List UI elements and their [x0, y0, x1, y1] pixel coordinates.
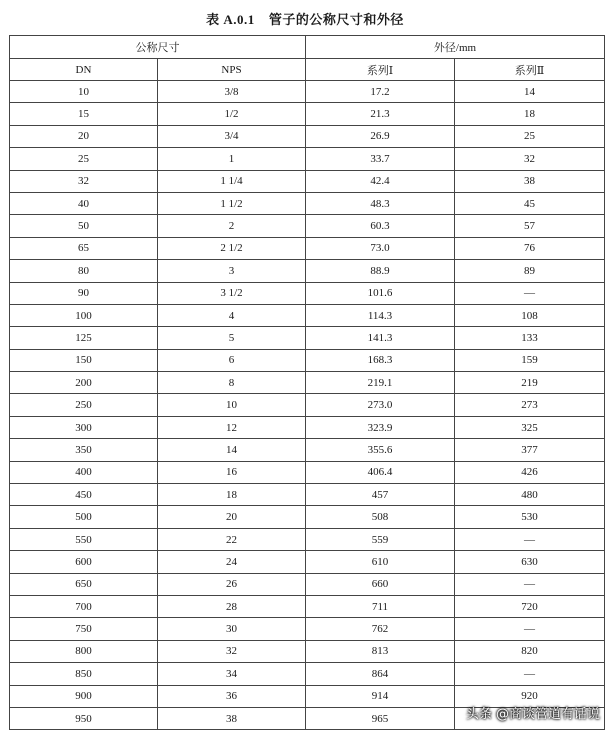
cell-dn: 25: [10, 148, 158, 170]
cell-series-1: 60.3: [306, 215, 455, 237]
table-row: [10, 439, 605, 461]
cell-series-2: —: [455, 573, 605, 595]
cell-nps: 1: [158, 148, 306, 170]
table-title: [0, 9, 610, 28]
cell-series-1: 355.6: [306, 439, 455, 461]
cell-dn: 150: [10, 349, 158, 371]
cell-dn: 750: [10, 618, 158, 640]
cell-nps: 8: [158, 372, 306, 394]
cell-dn: 65: [10, 237, 158, 259]
watermark: 头条 @商谈管道有话说: [465, 707, 600, 722]
table-row: [10, 282, 605, 304]
cell-series-2: 530: [455, 506, 605, 528]
column-header-nps: NPS: [158, 59, 306, 81]
cell-series-1: 508: [306, 506, 455, 528]
cell-nps: 1 1/4: [158, 170, 306, 192]
cell-nps: 36: [158, 685, 306, 707]
table-row: [10, 595, 605, 617]
cell-series-1: 559: [306, 528, 455, 550]
cell-nps: 3/4: [158, 125, 306, 147]
cell-dn: 700: [10, 595, 158, 617]
cell-dn: 850: [10, 663, 158, 685]
table-body: [10, 81, 605, 730]
cell-dn: 32: [10, 170, 158, 192]
cell-dn: 90: [10, 282, 158, 304]
cell-series-2: 108: [455, 304, 605, 326]
cell-nps: 14: [158, 439, 306, 461]
table-row: [10, 237, 605, 259]
cell-series-2: 630: [455, 551, 605, 573]
cell-series-2: 25: [455, 125, 605, 147]
cell-series-2: 377: [455, 439, 605, 461]
cell-series-2: 14: [455, 81, 605, 103]
table-row: [10, 260, 605, 282]
cell-dn: 100: [10, 304, 158, 326]
cell-nps: 2 1/2: [158, 237, 306, 259]
cell-dn: 400: [10, 461, 158, 483]
cell-series-2: 720: [455, 595, 605, 617]
cell-series-1: 88.9: [306, 260, 455, 282]
cell-series-2: 426: [455, 461, 605, 483]
cell-series-2: 325: [455, 416, 605, 438]
cell-series-1: 114.3: [306, 304, 455, 326]
cell-nps: 5: [158, 327, 306, 349]
column-header-series-2: 系列Ⅱ: [455, 59, 605, 81]
cell-series-1: 457: [306, 484, 455, 506]
cell-series-2: —: [455, 282, 605, 304]
group-header-outer-diameter: 外径/mm: [306, 36, 605, 59]
table-row: [10, 327, 605, 349]
cell-dn: 10: [10, 81, 158, 103]
table-row: [10, 640, 605, 662]
cell-series-1: 965: [306, 707, 455, 729]
cell-series-1: 101.6: [306, 282, 455, 304]
cell-series-1: 273.0: [306, 394, 455, 416]
cell-series-2: —: [455, 528, 605, 550]
table-row: [10, 528, 605, 550]
table-number: 表 A.0.1: [206, 12, 255, 27]
cell-nps: 3: [158, 260, 306, 282]
cell-dn: 950: [10, 707, 158, 729]
cell-dn: 50: [10, 215, 158, 237]
cell-nps: 30: [158, 618, 306, 640]
cell-nps: 10: [158, 394, 306, 416]
cell-series-2: 76: [455, 237, 605, 259]
table-row: [10, 394, 605, 416]
cell-series-1: 26.9: [306, 125, 455, 147]
table-row: [10, 125, 605, 147]
table-row: [10, 484, 605, 506]
column-header-row: [10, 59, 605, 81]
cell-series-2: 273: [455, 394, 605, 416]
cell-series-1: 864: [306, 663, 455, 685]
table-row: [10, 461, 605, 483]
cell-series-1: 141.3: [306, 327, 455, 349]
cell-nps: 4: [158, 304, 306, 326]
cell-nps: 24: [158, 551, 306, 573]
cell-series-1: 73.0: [306, 237, 455, 259]
cell-series-2: 45: [455, 192, 605, 214]
column-header-dn: DN: [10, 59, 158, 81]
cell-dn: 20: [10, 125, 158, 147]
cell-dn: 125: [10, 327, 158, 349]
cell-nps: 12: [158, 416, 306, 438]
cell-series-1: 168.3: [306, 349, 455, 371]
table-row: [10, 81, 605, 103]
group-header-row: [10, 36, 605, 59]
cell-nps: 1/2: [158, 103, 306, 125]
cell-series-1: 21.3: [306, 103, 455, 125]
cell-dn: 800: [10, 640, 158, 662]
cell-series-1: 660: [306, 573, 455, 595]
cell-dn: 500: [10, 506, 158, 528]
cell-series-1: 813: [306, 640, 455, 662]
table-row: [10, 304, 605, 326]
cell-series-1: 219.1: [306, 372, 455, 394]
cell-dn: 200: [10, 372, 158, 394]
cell-series-2: 920: [455, 685, 605, 707]
cell-series-2: 820: [455, 640, 605, 662]
cell-nps: 3/8: [158, 81, 306, 103]
cell-series-1: 48.3: [306, 192, 455, 214]
group-header-nominal-size: 公称尺寸: [10, 36, 306, 59]
cell-nps: 16: [158, 461, 306, 483]
table-caption: 管子的公称尺寸和外径: [268, 12, 404, 27]
table-row: [10, 215, 605, 237]
cell-nps: 18: [158, 484, 306, 506]
cell-series-2: 89: [455, 260, 605, 282]
cell-dn: 900: [10, 685, 158, 707]
cell-series-1: 914: [306, 685, 455, 707]
cell-series-2: 480: [455, 484, 605, 506]
table-row: [10, 103, 605, 125]
table-row: [10, 148, 605, 170]
table-row: [10, 551, 605, 573]
cell-series-1: 17.2: [306, 81, 455, 103]
column-header-series-1: 系列Ⅰ: [306, 59, 455, 81]
cell-series-2: —: [455, 663, 605, 685]
cell-nps: 28: [158, 595, 306, 617]
cell-dn: 250: [10, 394, 158, 416]
cell-series-1: 42.4: [306, 170, 455, 192]
cell-dn: 350: [10, 439, 158, 461]
cell-series-2: 57: [455, 215, 605, 237]
cell-dn: 450: [10, 484, 158, 506]
cell-nps: 6: [158, 349, 306, 371]
cell-series-2: 18: [455, 103, 605, 125]
cell-series-2: 133: [455, 327, 605, 349]
cell-series-1: 762: [306, 618, 455, 640]
cell-dn: 300: [10, 416, 158, 438]
table-row: [10, 506, 605, 528]
table-row: [10, 416, 605, 438]
table-row: [10, 372, 605, 394]
table-row: [10, 663, 605, 685]
cell-series-2: 32: [455, 148, 605, 170]
cell-dn: 600: [10, 551, 158, 573]
cell-series-2: 38: [455, 170, 605, 192]
table-row: [10, 618, 605, 640]
table-row: [10, 192, 605, 214]
cell-series-2: —: [455, 618, 605, 640]
cell-nps: 1 1/2: [158, 192, 306, 214]
pipe-size-table: [9, 35, 605, 730]
cell-series-2: 159: [455, 349, 605, 371]
cell-dn: 80: [10, 260, 158, 282]
cell-series-1: 406.4: [306, 461, 455, 483]
cell-nps: 32: [158, 640, 306, 662]
cell-nps: 22: [158, 528, 306, 550]
table-row: [10, 170, 605, 192]
cell-dn: 550: [10, 528, 158, 550]
cell-nps: 38: [158, 707, 306, 729]
cell-dn: 650: [10, 573, 158, 595]
table-row: [10, 573, 605, 595]
cell-dn: 15: [10, 103, 158, 125]
cell-nps: 20: [158, 506, 306, 528]
cell-series-1: 323.9: [306, 416, 455, 438]
cell-nps: 2: [158, 215, 306, 237]
cell-series-2: 219: [455, 372, 605, 394]
cell-nps: 3 1/2: [158, 282, 306, 304]
cell-series-1: 711: [306, 595, 455, 617]
cell-dn: 40: [10, 192, 158, 214]
cell-nps: 26: [158, 573, 306, 595]
table-row: [10, 349, 605, 371]
cell-series-1: 33.7: [306, 148, 455, 170]
cell-nps: 34: [158, 663, 306, 685]
cell-series-1: 610: [306, 551, 455, 573]
